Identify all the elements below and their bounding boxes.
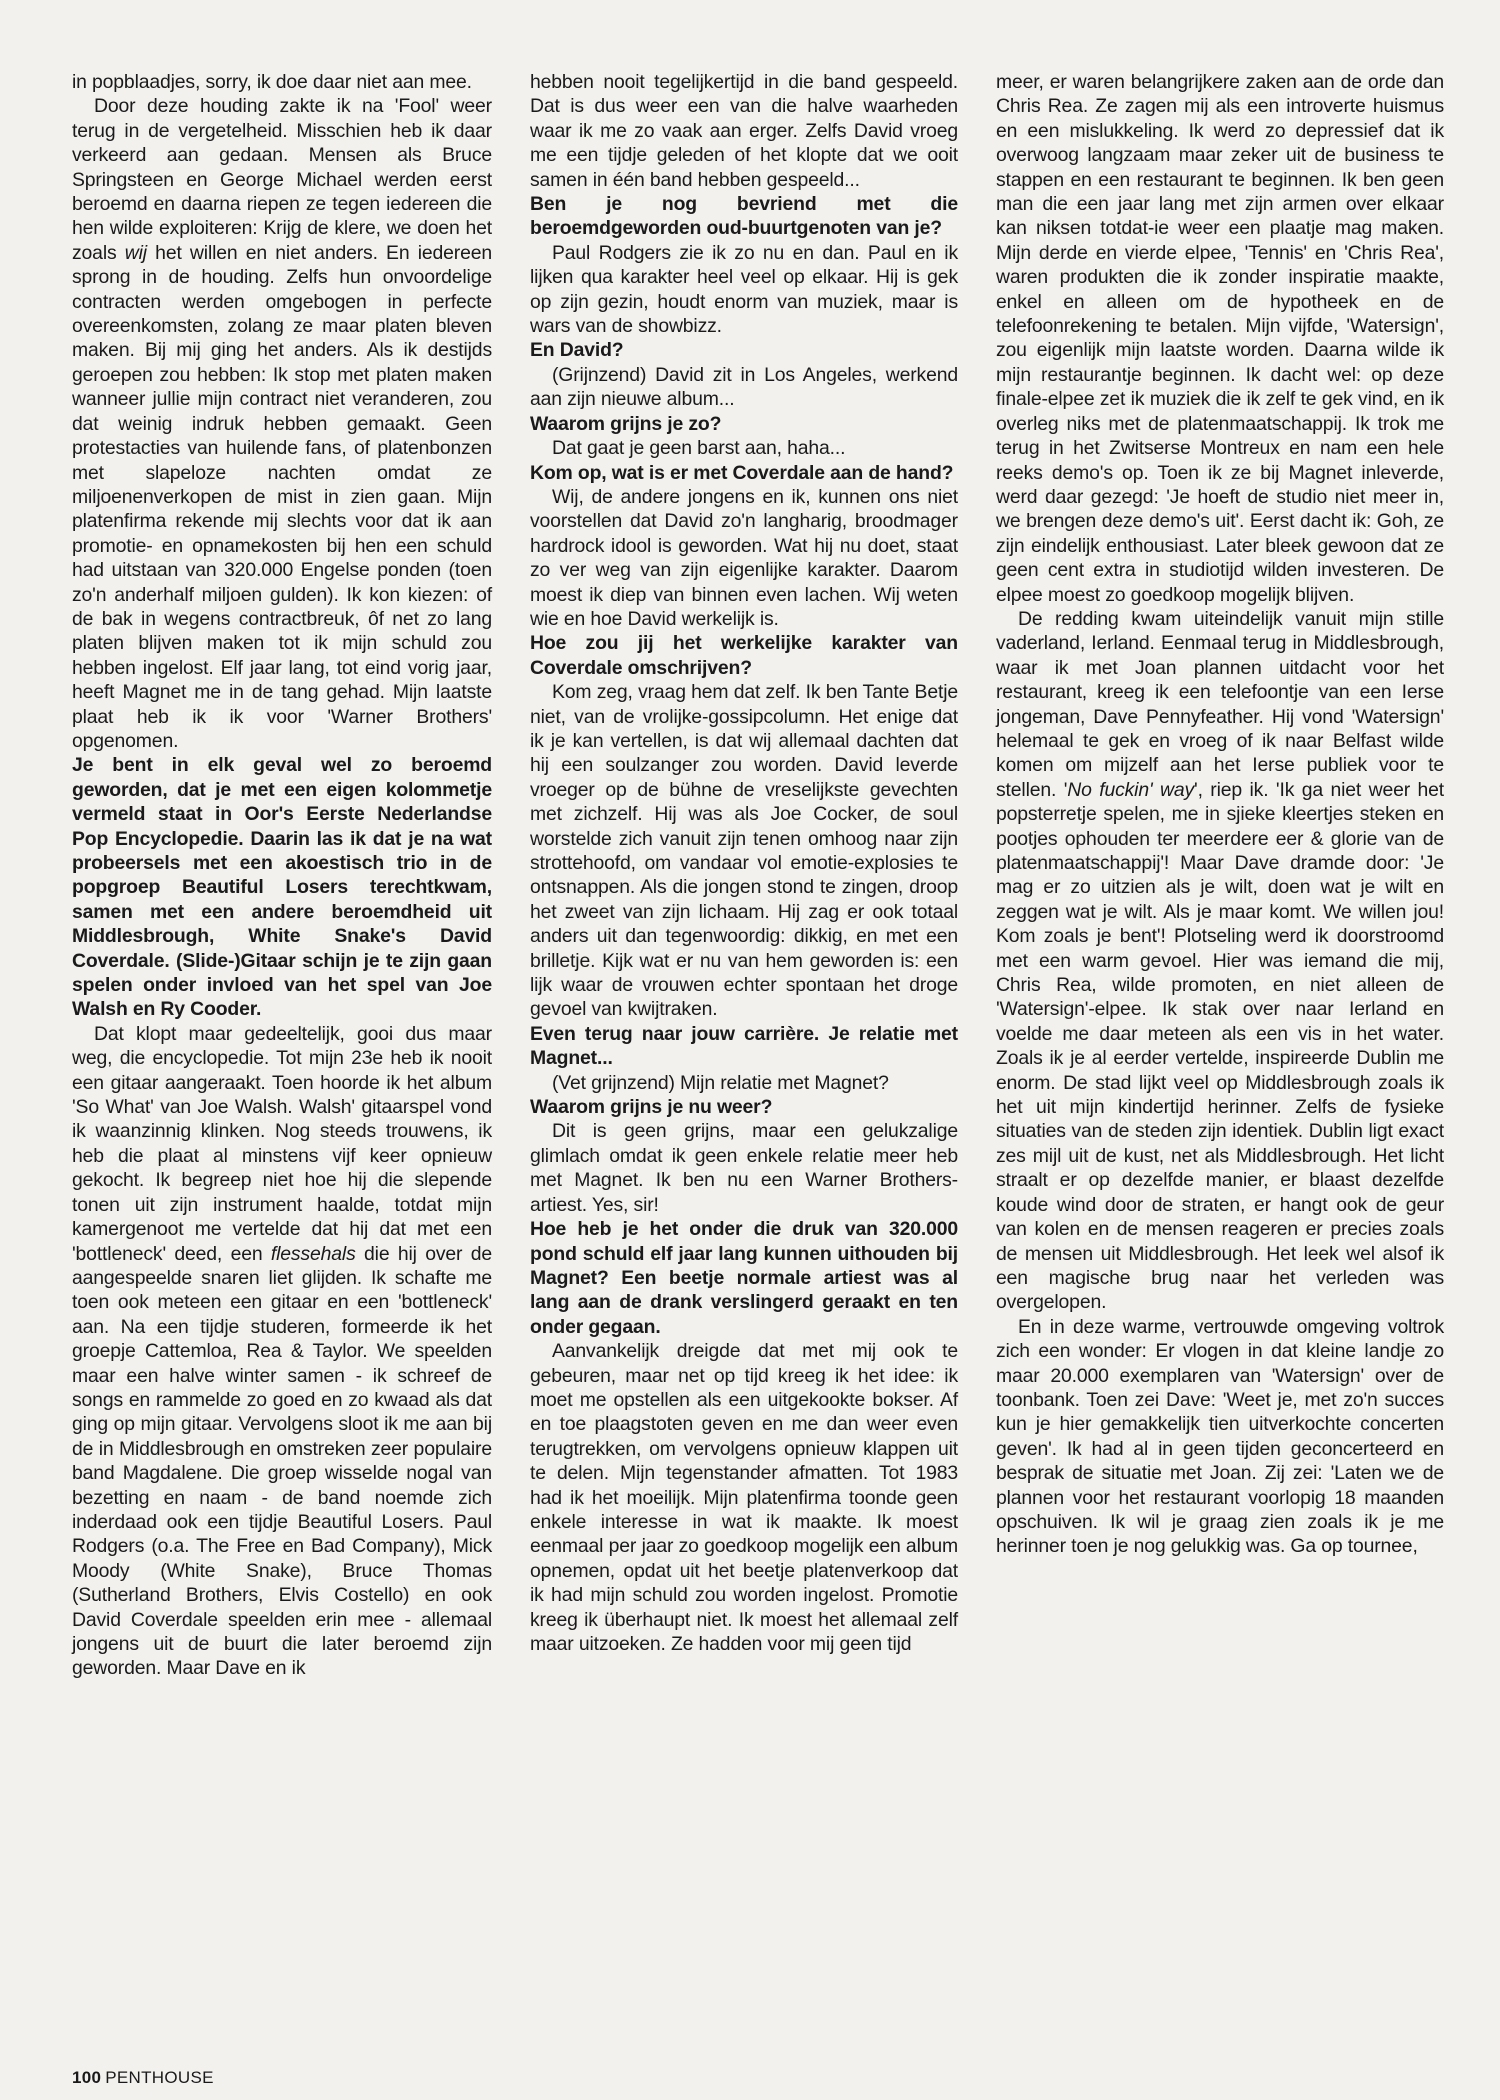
article-paragraph: (Grijnzend) David zit in Los Angeles, werkend aan zijn nieuwe album... <box>530 363 958 411</box>
italic-text: No fuckin' way <box>1067 778 1195 801</box>
interview-question: Je bent in elk geval wel zo beroemd geworden, dat je met een eigen kolommetje vermeld staat in Oor's Eerste Nederlandse Pop Encyclopedie. Daarin las ik dat je na wat probeersels met een akoestisch trio in de popgroep Beautiful Losers terechtkwam, samen met een andere beroemdheid uit Middlesbrough, White Snake's David Coverdale. (Slide-)Gitaar schijn je te zijn gaan spelen onder invloed van het spel van Joe Walsh en Ry Cooder. <box>72 754 492 1021</box>
article-columns <box>72 70 1445 1681</box>
text-run: die hij over de aangespeelde snaren liet glijden. Ik schafte me toen ook meteen een gitaar en een 'bottleneck' aan. Na een tijdje studeren, formeerde ik het groepje Cattemloa, Rea & Taylor. We speelden maar een halve winter samen - ik schreef de songs en rammelde zo goed en zo kwaad als dat ging op mijn gitaar. Vervolgens sloot ik me aan bij de in Middlesbrough en omstreken zeer populaire band Magdalene. Die groep wisselde nogal van bezetting en naam - de band noemde zich inderdaad ook een tijdje Beautiful Losers. Paul Rodgers (o.a. The Free en Bad Company), Mick Moody (White Snake), Bruce Thomas (Sutherland Brothers, Elvis Costello) en ook David Coverdale speelden erin mee - allemaal jongens uit de buurt die later beroemd zijn geworden. Maar Dave en ik <box>72 1242 493 1680</box>
article-paragraph: Kom zeg, vraag hem dat zelf. Ik ben Tante Betje niet, van de vrolijke-gossipcolumn. Het enige dat ik je kan vertellen, is dat wij allemaal dachten dat hij een soulzanger zou worden. David leverde vroeger op de bühne de vreselijkste gevechten met zichzelf. Hij was als Joe Cocker, de soul worstelde zich vanuit zijn tenen omhoog naar zijn strottehoofd, om vandaar vol emotie-explosies te ontsnappen. Als die jongen stond te zingen, droop het zweet van zijn lichaam. Hij zag er ook totaal anders uit dan tegenwoordig: dikkig, en met een brilletje. Kijk wat er nu van hem geworden is: een lijk waar de vrouwen echter spontaan het droge gevoel van kwijtraken. <box>530 681 958 1021</box>
article-column-2 <box>530 70 958 1681</box>
article-paragraph: meer, er waren belangrijkere zaken aan de orde dan Chris Rea. Ze zagen mij als een introverte huismus en een mislukkeling. Ik werd zo depressief dat ik overwoog langzaam maar zeker uit de business te stappen en een restaurant te beginnen. Ik ben geen man die een jaar lang met zijn armen over elkaar kan niksen totdat-ie weer een plaatje mag maken. Mijn derde en vierde elpee, 'Tennis' en 'Chris Rea', waren produkten die ik zonder inspiratie maakte, enkel en alleen om de hypotheek en de telefoonrekening te betalen. Mijn vijfde, 'Watersign', zou eigenlijk mijn laatste worden. Daarna wilde ik mijn restaurantje beginnen. Ik dacht wel: op deze finale-elpee zet ik muziek die ik zelf te gek vind, en ik overleg niks met de platenmaatschappij. Ik trok me terug in het Zwitserse Montreux en nam een hele reeks demo's op. Toen ik ze bij Magnet inleverde, werd daar gezegd: 'Je hoeft de studio niet meer in, we brengen deze demo's uit'. Eerst dacht ik: Goh, ze zijn eindelijk enthousiast. Later bleek gewoon dat ze geen cent extra in studiotijd wilden investeren. De elpee moest zo goedkoop mogelijk blijven. <box>996 71 1444 606</box>
article-paragraph: Wij, de andere jongens en ik, kunnen ons niet voorstellen dat David zo'n langharig, broodmager hardrock idool is geworden. Wat hij nu doet, staat zo ver weg van zijn eigenlijke karakter. Daarom moest ik diep van binnen even lachen. Wij weten wie en hoe David werkelijk is. <box>530 485 958 630</box>
article-paragraph: (Vet grijnzend) Mijn relatie met Magnet? <box>552 1071 889 1094</box>
interview-question: En David? <box>530 339 624 362</box>
article-paragraph <box>72 94 492 753</box>
interview-question: Waarom grijns je nu weer? <box>530 1096 773 1119</box>
interview-question: Hoe heb je het onder die druk van 320.000 pond schuld elf jaar lang kunnen uithouden bij Magnet? Een beetje normale artiest was al lang aan de drank verslingerd geraakt en ten onder gegaan. <box>530 1218 958 1338</box>
text-run: De redding kwam uiteindelijk vanuit mijn stille vaderland, Ierland. Eenmaal terug in Middlesbrough, waar ik met Joan plannen uitdacht voor het restaurant, kreeg ik een telefoontje van een Ierse jongeman, Dave Pennyfeather. Hij vond 'Watersign' helemaal te gek en vroeg of ik naar Belfast wilde komen om mijzelf aan het Ierse publiek voor te stellen. ' <box>996 607 1444 801</box>
text-run: Dat klopt maar gedeeltelijk, gooi dus maar weg, die encyclopedie. Tot mijn 23e heb ik nooit een gitaar aangeraakt. Toen hoorde ik het album 'So What' van Joe Walsh. Walsh' gitaarspel vond ik waanzinnig klinken. Nog steeds trouwens, ik heb die plaat al minstens vijf keer opnieuw gekocht. Ik begreep niet hoe hij die slepende tonen uit zijn instrument haalde, totdat mijn kamergenoot me vertelde dat hij dat met een 'bottleneck' deed, een <box>72 1022 492 1265</box>
interview-question: Hoe zou jij het werkelijke karakter van Coverdale omschrijven? <box>530 632 958 679</box>
page-number: 100 <box>72 2068 102 2087</box>
article-paragraph: hebben nooit tegelijkertijd in die band gespeeld. Dat is dus weer een van die halve waarheden waar ik me zo vaak aan erger. Zelfs David vroeg me een tijdje geleden of het klopte dat we ooit samen in één band hebben gespeeld... <box>530 71 958 191</box>
italic-text: flessehals <box>270 1242 356 1265</box>
article-column-1 <box>72 70 492 1681</box>
text-run: Door deze houding zakte ik na 'Fool' weer terug in de vergetelheid. Misschien heb ik daar verkeerd aan gedaan. Mensen als Bruce Springsteen en George Michael werden eerst beroemd en daarna riepen ze tegen iedereen die hen wilde exploiteren: Krijg de klere, we doen het zoals <box>72 95 492 264</box>
article-paragraph: in popblaadjes, sorry, ik doe daar niet aan mee. <box>72 71 472 93</box>
interview-question: Kom op, wat is er met Coverdale aan de hand? <box>530 461 954 484</box>
page-footer <box>72 2068 214 2088</box>
italic-text: wij <box>124 241 147 264</box>
text-run: ', riep ik. 'Ik ga niet weer het popsterretje spelen, me in sjieke kleertjes steken en pootjes ophouden ter meerdere eer & glorie van de platenmaatschappij'! Maar Dave dramde door: 'Je mag er zo uitzien als je wilt, doen wat je wilt en zeggen wat je wilt. Als je maar komt. We willen jou! Kom zoals je bent'! Plotseling werd ik doorstroomd met een warm gevoel. Hier was iemand die mij, Chris Rea, wilde promoten, en niet alleen de 'Watersign'-elpee. Ik stak over naar Ierland en voelde me daar meteen als een vis in het water. Zoals ik je al eerder vertelde, inspireerde Dublin me enorm. De stad lijkt veel op Middlesbrough zoals ik het uit mijn kindertijd herinner. Zelfs de fysieke situaties van de steden zijn identiek. Dublin ligt exact zes mijl uit de kust, net als Middlesbrough. Het licht straalt er op dezelfde manier, er blaast dezelfde koude wind door de straten, er hangt ook de geur van kolen en de mensen reageren er precies zoals de mensen uit Middlesbrough. Het leek wel alsof ik een magische brug naar het verleden was overgelopen. <box>996 778 1445 1314</box>
article-paragraph: Dit is geen grijns, maar een gelukzalige glimlach omdat ik geen enkele relatie meer heb met Magnet. Ik ben nu een Warner Brothers-artiest. Yes, sir! <box>530 1120 958 1216</box>
interview-question: Waarom grijns je zo? <box>530 412 722 435</box>
interview-question: Even terug naar jouw carrière. Je relatie met Magnet... <box>530 1022 958 1070</box>
article-column-3 <box>996 70 1444 1681</box>
article-paragraph: Dat gaat je geen barst aan, haha... <box>552 437 846 460</box>
text-run: het willen en niet anders. En iedereen sprong in de houding. Zelfs hun onvoordelige contracten werden omgebogen in perfecte overeenkomsten, zolang ze maar platen bleven maken. Bij mij ging het anders. Als ik destijds geroepen zou hebben: Ik stop met platen maken wanneer jullie mijn contract niet veranderen, zou dat weinig indruk hebben gemaakt. Geen protestacties van huilende fans, of platenbonzen met slapeloze nachten omdat ze miljoenenverkopen de mist in zien gaan. Mijn platenfirma rekende mij slechts voor dat ik aan promotie- en opnamekosten bij hen een schuld had uitstaan van 320.000 Engelse ponden (toen zo'n anderhalf miljoen gulden). Ik kon kiezen: of de bak in wegens contractbreuk, ôf net zo lang platen blijven maken tot ik mijn schuld zou hebben ingelost. Elf jaar lang, tot eind vorig jaar, heeft Magnet me in de tang gehad. Mijn laatste plaat heb ik ik voor 'Warner Brothers' opgenomen. <box>72 241 492 752</box>
article-paragraph: Aanvankelijk dreigde dat met mij ook te gebeuren, maar net op tijd kreeg ik het idee: ik moet me opstellen als een uitgekookte bokser. Af en toe plaagstoten geven en me dan weer even terugtrekken, om vervolgens opnieuw klappen uit te delen. Mijn tegenstander afmatten. Tot 1983 had ik het moeilijk. Mijn platenfirma toonde geen enkele interesse in wat ik maakte. Ik moest eenmaal per jaar zo goedkoop mogelijk een album opnemen, opdat uit het beetje platenverkoop dat ik had mijn schuld zou worden ingelost. Promotie kreeg ik überhaupt niet. Ik moest het allemaal zelf maar uitzoeken. Ze hadden voor mij geen tijd <box>530 1340 958 1655</box>
article-paragraph: En in deze warme, vertrouwde omgeving voltrok zich een wonder: Er vlogen in dat kleine landje zo maar 20.000 exemplaren van 'Watersign' over de toonbank. Toen zei Dave: 'Weet je, met zo'n succes kun je hier gemakkelijk tien uitverkochte concerten geven'. Ik had al in geen tijden geconcerteerd en besprak de situatie met Joan. Zij zei: 'Laten we de plannen voor het restaurant voorlopig 18 maanden opschuiven. Ik wil je graag zien zoals ik je me herinner toen je nog gelukkig was. Ga op tournee, <box>996 1315 1444 1558</box>
magazine-page <box>72 70 1500 2060</box>
article-paragraph: Paul Rodgers zie ik zo nu en dan. Paul en ik lijken qua karakter heel veel op elkaar. Hij is gek op zijn gezin, houdt enorm van muziek, maar is wars van de showbizz. <box>530 241 958 338</box>
article-paragraph <box>72 1022 492 1681</box>
magazine-name: PENTHOUSE <box>105 2068 214 2087</box>
article-paragraph <box>996 607 1444 1315</box>
interview-question: Ben je nog bevriend met die beroemdgeworden oud-buurtgenoten van je? <box>530 193 958 240</box>
